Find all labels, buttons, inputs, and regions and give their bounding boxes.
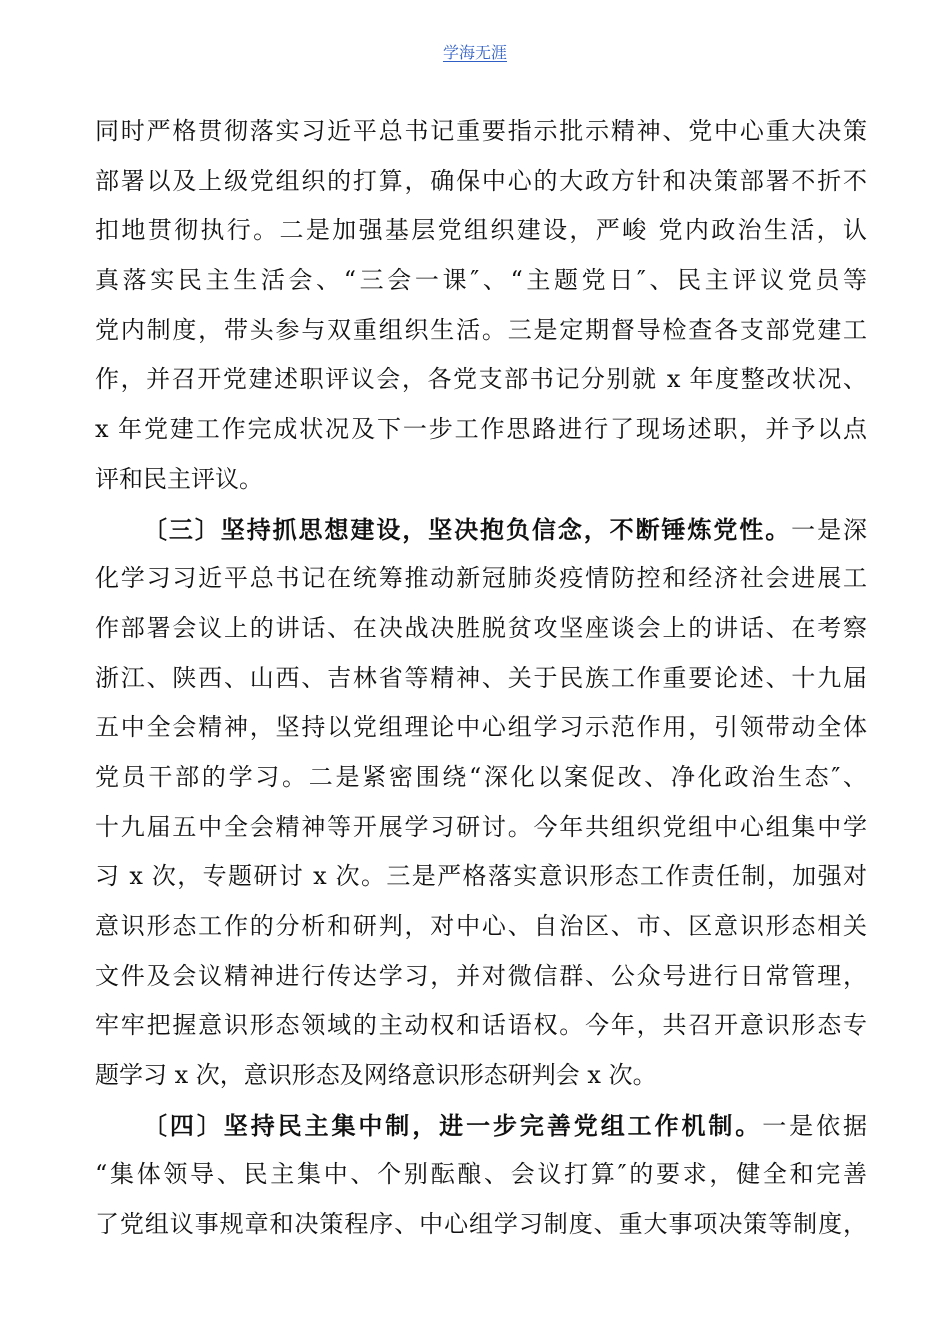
section-heading: 〔三〕坚持抓思想建设，坚决抱负信念，不断锤炼党性。: [143, 514, 792, 544]
text-line: 五中全会精神，坚持以党组理论中心组学习示范作用，引领带动全体: [95, 713, 867, 742]
text-line: x 年党建工作完成状况及下一步工作思路进行了现场述职，并予以点: [95, 415, 867, 444]
text-line: 作部署会议上的讲话、在决战决胜脱贫攻坚座谈会上的讲话、在考察: [95, 613, 867, 642]
text-line: 化学习习近平总书记在统筹推动新冠肺炎疫情防控和经济社会进展工: [95, 564, 867, 593]
text-line: 了党组议事规章和决策程序、中心组学习制度、重大事项决策等制度，: [95, 1210, 867, 1239]
text-line: 浙江、陕西、山西、吉林省等精神、关于民族工作重要论述、十九届: [95, 663, 867, 692]
text-line: 意识形态工作的分析和研判，对中心、自治区、市、区意识形态相关: [95, 912, 867, 940]
text-line: 评和民主评议。: [95, 464, 263, 493]
text-line: 部署以及上级党组织的打算，确保中心的大政方针和决策部署不折不: [95, 166, 867, 195]
paragraph-3: [95, 1101, 867, 1250]
text-line: 扣地贯彻执行。二是加强基层党组织建设，严峻 党内政治生活，认: [95, 216, 867, 245]
text-line: 牢牢把握意识形态领域的主动权和话语权。今年，共召开意识形态专: [95, 1011, 867, 1040]
paragraph-2: [95, 505, 867, 1101]
text-line: 习 x 次，专题研讨 x 次。三是严格落实意识形态工作责任制，加强对: [95, 862, 867, 891]
heading-rest: 一是依据: [762, 1111, 867, 1140]
text-line: 党员干部的学习。二是紧密围绕“深化以案促改、净化政治生态″、: [95, 762, 867, 791]
text-line-first: [95, 505, 867, 555]
paragraph-1: [95, 107, 867, 505]
text-line: 党内制度，带头参与双重组织生活。三是定期督导检查各支部党建工: [95, 315, 867, 344]
text-line: 十九届五中全会精神等开展学习研讨。今年共组织党组中心组集中学: [95, 812, 867, 841]
text-line: 作，并召开党建述职评议会，各党支部书记分别就 x 年度整改状况、: [95, 365, 867, 394]
body-text: [95, 107, 867, 1250]
text-line: 题学习 x 次，意识形态及网络意识形态研判会 x 次。: [95, 1061, 657, 1090]
page-header[interactable]: [0, 42, 950, 64]
text-line: 同时严格贯彻落实习近平总书记重要指示批示精神、党中心重大决策: [95, 117, 867, 145]
header-link[interactable]: 学海无涯: [442, 43, 507, 62]
section-heading: 〔四〕坚持民主集中制，进一步完善党组工作机制。: [143, 1110, 763, 1140]
heading-rest: 一是深: [791, 515, 867, 544]
text-line-first: [95, 1101, 867, 1151]
text-line: “集体领导、民主集中、个别酝酿、会议打算″的要求，健全和完善: [95, 1160, 867, 1189]
text-line: 文件及会议精神进行传达学习，并对微信群、公众号进行日常管理，: [95, 961, 867, 990]
text-line: 真落实民主生活会、“三会一课″、“主题党日″、民主评议党员等: [95, 266, 867, 295]
